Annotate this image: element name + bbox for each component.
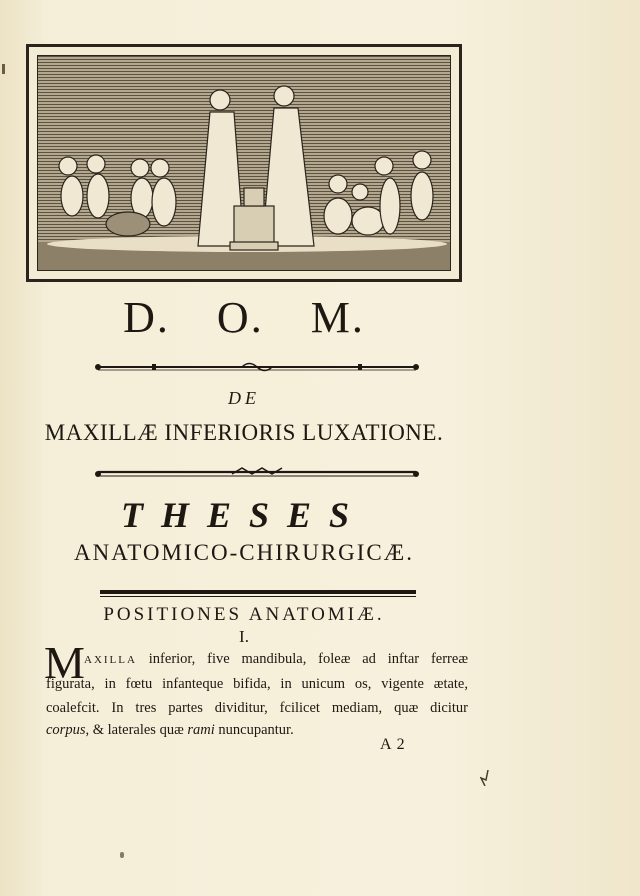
drop-cap: M: [44, 637, 85, 688]
signature-mark: A 2: [380, 736, 406, 753]
margin-smudge: [2, 64, 5, 74]
smallcaps-word: AXILLA: [84, 654, 137, 666]
theses-subheading: ANATOMICO-CHIRURGICÆ.: [74, 540, 414, 565]
vignette-figures-illustration: [38, 56, 451, 271]
dissertation-title: MAXILLÆ INFERIORIS LUXATIONE.: [44, 420, 444, 445]
paragraph-line-3: coalefcit. In tres partes dividitur, fcilicet mediam, quæ dicitur: [46, 700, 468, 716]
theses-heading: THESES: [120, 495, 368, 535]
italic-corpus: corpus: [46, 722, 86, 738]
thin-rule: [100, 596, 416, 597]
italic-rami: rami: [187, 722, 215, 738]
margin-ink-mark: [480, 770, 490, 786]
line4-mid: , & laterales quæ: [85, 722, 188, 738]
subtitle-prefix: DE: [228, 388, 260, 408]
paragraph-line-1: [84, 651, 468, 668]
ornamental-rule-top: [92, 360, 422, 374]
vignette-scene: [37, 55, 451, 271]
section-title: POSITIONES ANATOMIÆ.: [103, 604, 385, 625]
ornamental-rule-middle: [92, 466, 422, 480]
section-number: I.: [239, 627, 249, 646]
line4-end: nuncupantur.: [214, 722, 294, 738]
foxing-spot: [120, 852, 124, 858]
heavy-rule: [100, 590, 416, 594]
line1-text: inferior, five mandibula, foleæ ad inftar ferreæ: [136, 651, 468, 667]
paragraph-line-2: figurata, in fœtu infanteque bifida, in unicum os, vigente ætate,: [46, 676, 468, 692]
dom-initials: D. O. M.: [123, 293, 365, 342]
engraved-vignette: [26, 44, 462, 282]
